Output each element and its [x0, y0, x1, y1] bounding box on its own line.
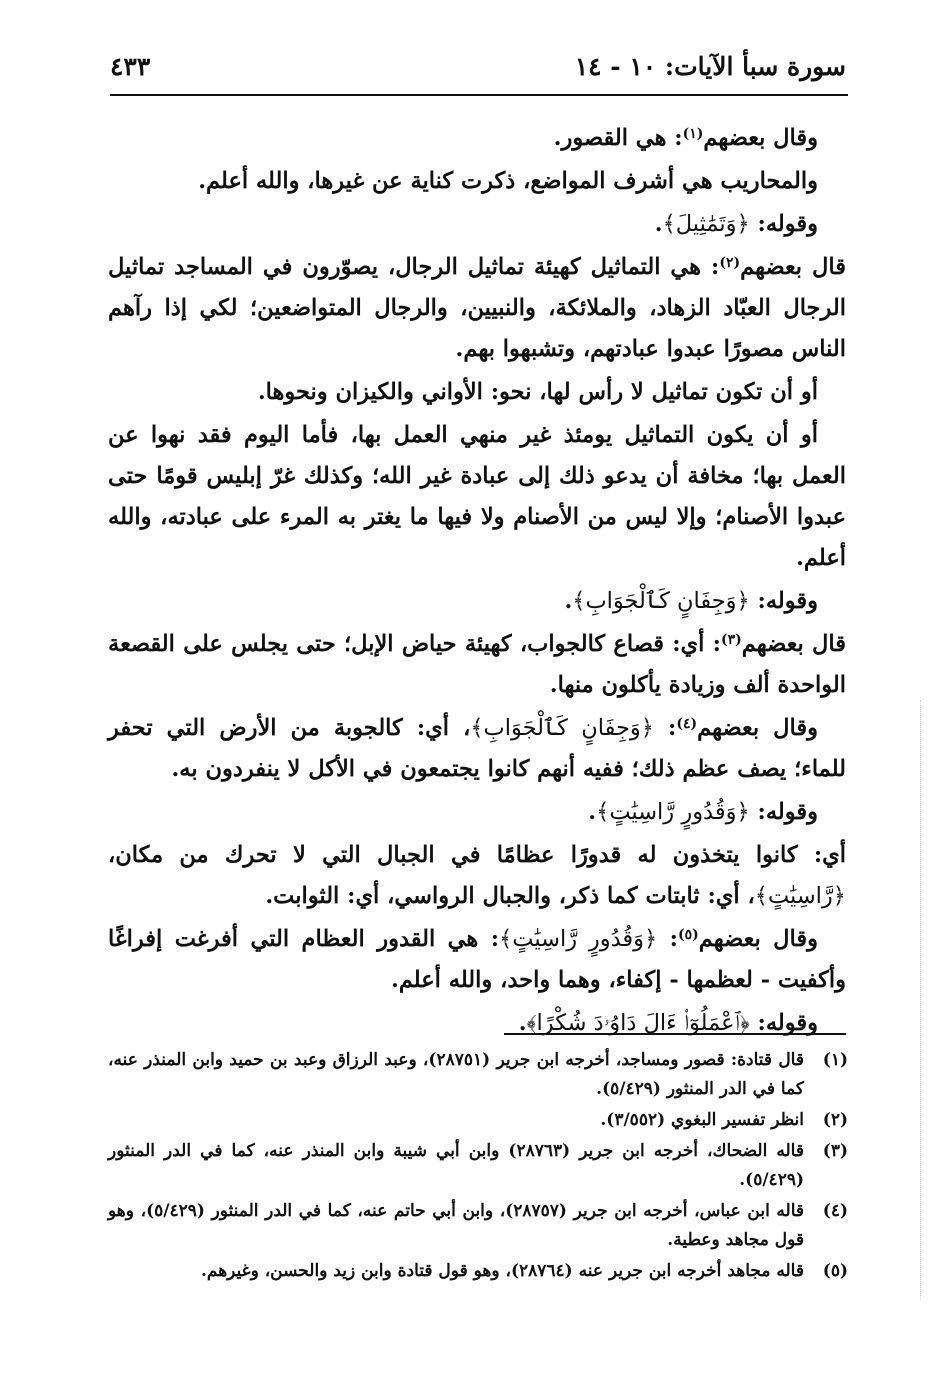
paragraph-text: قال بعضهم	[740, 254, 846, 280]
footnote-ref: (٢)	[719, 255, 741, 271]
paragraph-text: وقال بعضهم	[698, 926, 819, 952]
paragraph-text: وقوله:	[749, 1010, 818, 1036]
footnote-text: قاله الضحاك، أخرجه ابن جرير (٢٨٧٦٣) وابن أبي شيبة وابن المنذر عنه، كما في الدر المنثور (٥/٤٢٩).	[108, 1141, 804, 1190]
paragraph-text: : هي القدور العظام التي أفرغت إفراغًا وأكفيت - لعظمها - إكفاء، وهما واحد، والله أعلم.	[108, 926, 846, 993]
paragraph-text: : هي القصور.	[553, 125, 683, 151]
paragraph-text: : أي: قصاع كالجواب، كهيئة حياض الإبل؛ حتى يجلس على القصعة الواحدة ألف وزيادة يأكلون منها.	[108, 631, 846, 698]
footnotes	[108, 1046, 848, 1288]
paragraph-text: أي: كانوا يتخذون له قدورًا عظامًا في الجبال التي لا تحرك من مكان،	[108, 842, 846, 868]
paragraph	[108, 792, 846, 833]
quran-verse: ﴿وَتَمَٰثِيلَ﴾	[662, 211, 750, 237]
quran-verse: ﴿وَقُدُورٍ رَّاسِيَٰتٍ﴾	[499, 926, 658, 952]
running-title: سورة سبأ الآيات: ١٠ - ١٤	[574, 52, 846, 81]
page-header	[110, 52, 846, 92]
paragraph	[108, 1003, 846, 1044]
footnote	[108, 1106, 848, 1135]
paragraph	[108, 372, 846, 413]
page-number: ٤٣٣	[110, 52, 151, 81]
paragraph-text: .	[564, 588, 573, 614]
paragraph-text: قال بعضهم	[741, 631, 846, 657]
paragraph	[108, 161, 846, 202]
paragraph-text: وقوله:	[749, 211, 818, 237]
paragraph-text: والمحاريب هي أشرف المواضع، ذكرت كناية عن غيرها، والله أعلم.	[198, 168, 818, 194]
paragraph-text: أو أن يكون التماثيل يومئذ غير منهي العمل بها، فأما اليوم فقد نهوا عن العمل بها؛ مخافة أن يدعو ذلك إلى عبادة غير الله؛ وكذلك غرّ إبليس قومًا حتى عبدوا الأصنام؛ وإلا ليس من الأصنام ولا فيها ما يغتر به المرء على عبادته، والله أعلم.	[108, 422, 846, 571]
footnote-number: (١)	[822, 1050, 848, 1070]
main-text	[108, 118, 846, 1046]
paragraph-text: .	[518, 1010, 527, 1036]
paragraph-text: أو أن تكون تماثيل لا رأس لها، نحو: الأواني والكيزان ونحوها.	[257, 379, 818, 405]
footnote-number: (٤)	[822, 1201, 848, 1221]
paragraph	[108, 118, 846, 159]
footnote	[108, 1046, 848, 1104]
quran-verse: ﴿وَقُدُورٍ رَّاسِيَٰتٍ﴾	[596, 799, 750, 825]
scan-margin-line	[920, 700, 922, 1300]
footnote	[108, 1257, 848, 1286]
paragraph	[108, 708, 846, 790]
paragraph-text: وقال بعضهم	[697, 715, 818, 741]
paragraph-text: .	[654, 211, 663, 237]
footnote-ref: (٤)	[676, 716, 698, 732]
footnote-text: قاله ابن عباس، أخرجه ابن جرير (٢٨٧٥٧)، وابن أبي حاتم عنه، كما في الدر المنثور (٥/٤٢٩)، وهو قول مجاهد وعطية.	[108, 1201, 805, 1250]
paragraph-text: :	[657, 926, 678, 952]
footnote-text: قاله مجاهد أخرجه ابن جرير عنه (٢٨٧٦٤)، وهو قول قتادة وابن زيد والحسن، وغيرهم.	[200, 1261, 804, 1281]
paragraph-text: ، أي: كالجوبة من الأرض التي تحفر للماء؛ يصف عظم ذلك؛ ففيه أنهم كانوا يجتمعون في الأكل لا ينفردون به.	[108, 715, 846, 782]
paragraph	[108, 204, 846, 245]
paragraph-text: وقوله:	[749, 799, 818, 825]
paragraph	[108, 624, 846, 706]
footnote-number: (٢)	[822, 1110, 848, 1130]
paragraph-text: .	[588, 799, 597, 825]
footnote	[108, 1197, 848, 1255]
header-rule	[110, 94, 848, 96]
paragraph	[108, 919, 846, 1001]
paragraph	[108, 415, 846, 579]
footnote-ref: (٥)	[677, 927, 699, 943]
paragraph	[108, 581, 846, 622]
quran-verse: ﴿رَّاسِيَٰتٍ﴾	[754, 883, 846, 909]
footnote-rule	[504, 1033, 846, 1035]
footnote-number: (٥)	[822, 1261, 848, 1281]
quran-verse: ﴿وَجِفَانٍ كَٱلْجَوَابِ﴾	[470, 715, 654, 741]
paragraph-text: ، أي: ثابتات كما ذكر، والجبال الرواسي، أي: الثوابت.	[265, 883, 755, 909]
footnote-text: قال قتادة: قصور ومساجد، أخرجه ابن جرير (٢٨٧٥١)، وعبد الرزاق وعبد بن حميد وابن المنذر عنه، كما في الدر المنثور (٥/٤٢٩).	[108, 1050, 804, 1099]
paragraph	[108, 247, 846, 370]
quran-verse: ﴿ٱعْمَلُوٓا۟ ءَالَ دَاوُۥدَ شُكْرًا﴾	[526, 1010, 750, 1036]
footnote-text: انظر تفسير البغوي (٣/٥٥٢).	[600, 1110, 804, 1130]
quran-verse: ﴿وَجِفَانٍ كَٱلْجَوَابِ﴾	[572, 588, 750, 614]
paragraph-text: : هي التماثيل كهيئة تماثيل الرجال، يصوّرون في المساجد تماثيل الرجال العبّاد الزهاد، والملائكة، والنبيين، والرجال المتواضعين؛ لكي إذا رآهم الناس مصورًا عبدوا عبادتهم، وتشبهوا بهم.	[108, 254, 846, 362]
footnote-ref: (١)	[682, 126, 704, 142]
footnote-ref: (٣)	[721, 632, 742, 648]
paragraph-text: وقال بعضهم	[703, 125, 818, 151]
paragraph-text: :	[653, 715, 677, 741]
footnote-number: (٣)	[822, 1141, 848, 1161]
footnote	[108, 1137, 848, 1195]
paragraph-text: وقوله:	[749, 588, 818, 614]
paragraph	[108, 835, 846, 917]
